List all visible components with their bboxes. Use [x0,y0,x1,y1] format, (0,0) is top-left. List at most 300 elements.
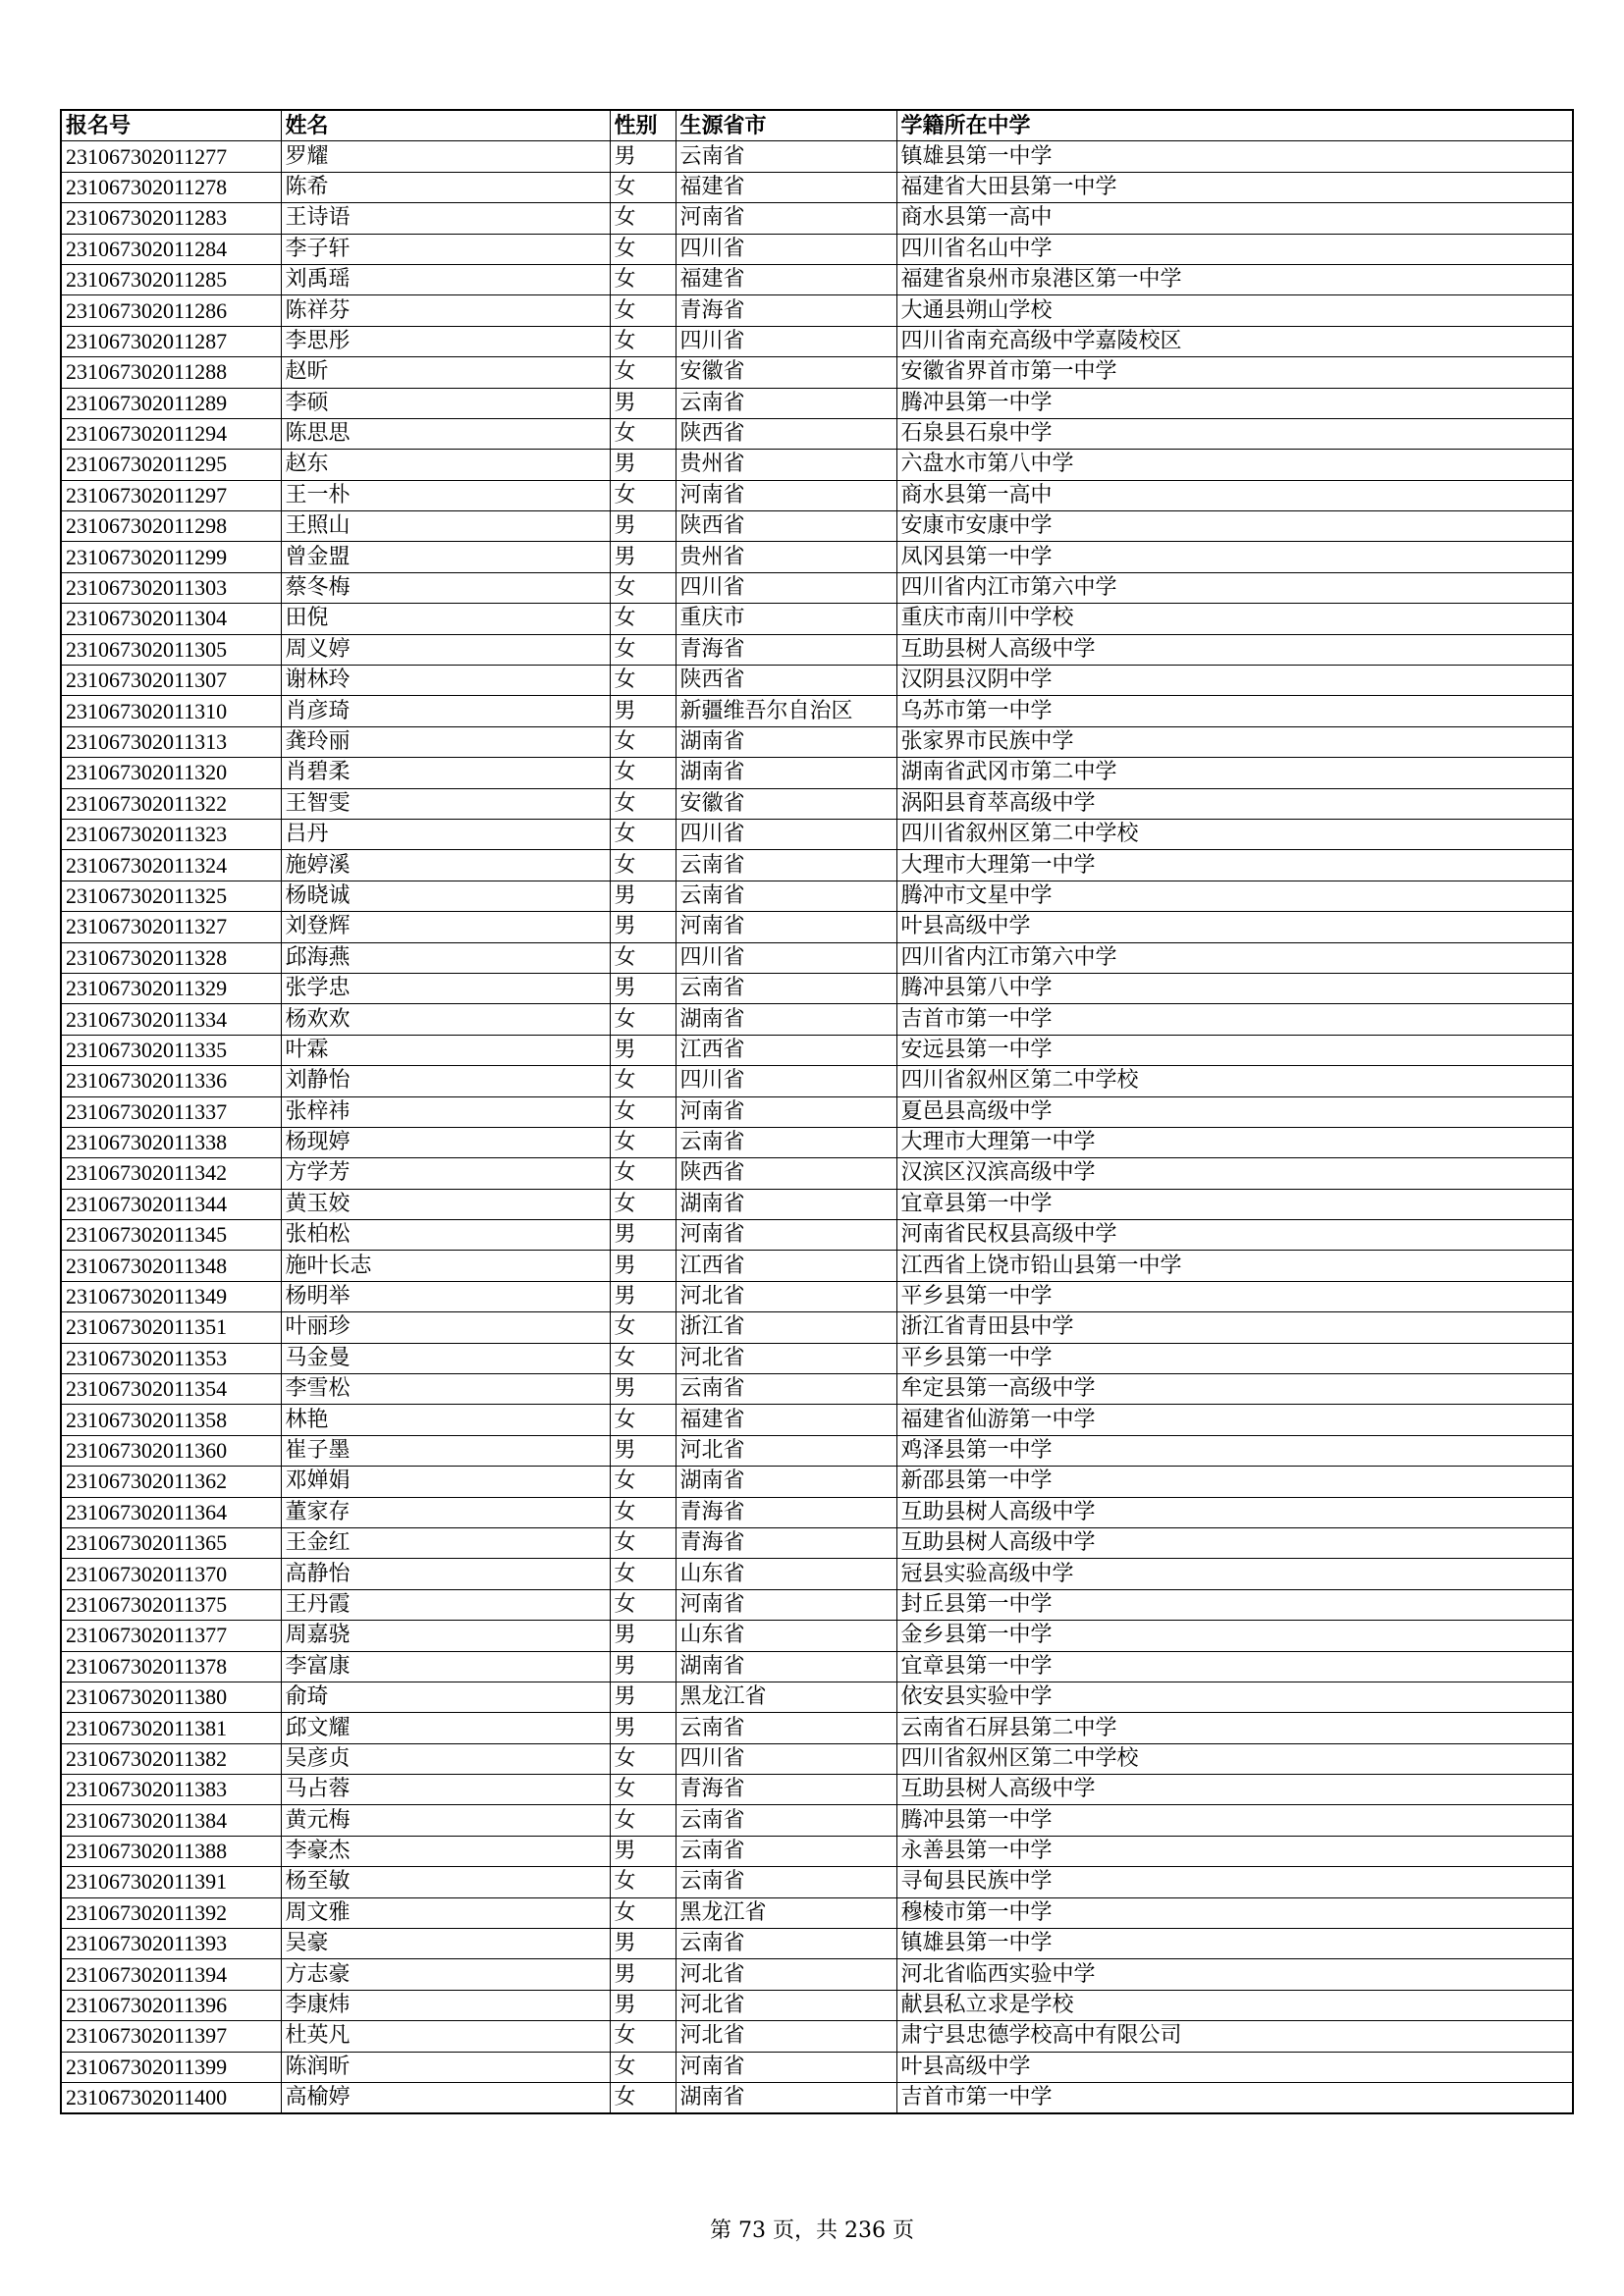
name-cell: 王金红 [281,1527,610,1558]
province-cell: 陕西省 [676,1158,896,1189]
school-cell: 涡阳县育萃高级中学 [896,788,1573,819]
table-row [61,1867,1573,1897]
registration-no-cell: 231067302011396 [61,1990,281,2020]
registration-no-cell: 231067302011354 [61,1374,281,1405]
school-cell: 四川省内江市第六中学 [896,572,1573,603]
name-cell: 邓婵娟 [281,1467,610,1497]
school-cell: 平乡县第一中学 [896,1281,1573,1311]
gender-cell: 男 [610,1035,676,1065]
name-cell: 邱海燕 [281,942,610,973]
school-cell: 叶县高级中学 [896,912,1573,942]
table-row [61,819,1573,849]
registration-no-cell: 231067302011277 [61,141,281,172]
registration-no-cell: 231067302011298 [61,511,281,542]
table-row [61,1220,1573,1251]
province-cell: 陕西省 [676,666,896,696]
name-cell: 周嘉骁 [281,1621,610,1651]
province-cell: 湖南省 [676,726,896,757]
school-cell: 封丘县第一中学 [896,1589,1573,1620]
school-cell: 商水县第一高中 [896,480,1573,510]
col-header-registration-no: 报名号 [61,110,281,141]
province-cell: 四川省 [676,1743,896,1774]
province-cell: 云南省 [676,1713,896,1743]
name-cell: 李硕 [281,388,610,418]
table-row [61,1805,1573,1836]
province-cell: 湖南省 [676,2083,896,2114]
table-row [61,881,1573,911]
province-cell: 河北省 [676,1343,896,1373]
school-cell: 夏邑县高级中学 [896,1096,1573,1127]
gender-cell: 男 [610,1435,676,1466]
registration-no-cell: 231067302011353 [61,1343,281,1373]
province-cell: 浙江省 [676,1312,896,1343]
registration-no-cell: 231067302011349 [61,1281,281,1311]
registration-no-cell: 231067302011342 [61,1158,281,1189]
gender-cell: 女 [610,1066,676,1096]
name-cell: 王诗语 [281,203,610,234]
name-cell: 田倪 [281,604,610,634]
province-cell: 云南省 [676,1929,896,1959]
table-header [61,110,1573,141]
province-cell: 河南省 [676,1220,896,1251]
school-cell: 河南省民权县高级中学 [896,1220,1573,1251]
school-cell: 大理市大理第一中学 [896,850,1573,881]
province-cell: 安徽省 [676,788,896,819]
school-cell: 宜章县第一中学 [896,1651,1573,1682]
school-cell: 大通县朔山学校 [896,295,1573,326]
table-row [61,326,1573,356]
school-cell: 牟定县第一高级中学 [896,1374,1573,1405]
registration-no-cell: 231067302011397 [61,2021,281,2052]
gender-cell: 女 [610,1897,676,1928]
gender-cell: 男 [610,511,676,542]
gender-cell: 女 [610,634,676,665]
table-row [61,1651,1573,1682]
registration-no-cell: 231067302011393 [61,1929,281,1959]
gender-cell: 男 [610,388,676,418]
name-cell: 叶霖 [281,1035,610,1065]
table-row [61,973,1573,1003]
school-cell: 云南省石屏县第二中学 [896,1713,1573,1743]
registration-no-cell: 231067302011383 [61,1775,281,1805]
gender-cell: 女 [610,1527,676,1558]
registration-no-cell: 231067302011334 [61,1004,281,1035]
table-row [61,634,1573,665]
school-cell: 大理市大理第一中学 [896,1127,1573,1157]
table-row [61,1621,1573,1651]
gender-cell: 男 [610,1713,676,1743]
table-row [61,295,1573,326]
province-cell: 陕西省 [676,511,896,542]
name-cell: 方志豪 [281,1959,610,1990]
name-cell: 赵东 [281,450,610,480]
province-cell: 湖南省 [676,1189,896,1219]
province-cell: 四川省 [676,819,896,849]
school-cell: 浙江省青田县中学 [896,1312,1573,1343]
gender-cell: 男 [610,1682,676,1712]
table-row [61,726,1573,757]
school-cell: 叶县高级中学 [896,2052,1573,2082]
gender-cell: 男 [610,1621,676,1651]
registration-no-cell: 231067302011364 [61,1497,281,1527]
province-cell: 贵州省 [676,450,896,480]
table-row [61,1035,1573,1065]
name-cell: 董家存 [281,1497,610,1527]
school-cell: 寻甸县民族中学 [896,1867,1573,1897]
table-row [61,264,1573,294]
province-cell: 云南省 [676,850,896,881]
table-row [61,1775,1573,1805]
province-cell: 湖南省 [676,1651,896,1682]
school-cell: 鸡泽县第一中学 [896,1435,1573,1466]
gender-cell: 女 [610,1743,676,1774]
school-cell: 汉滨区汉滨高级中学 [896,1158,1573,1189]
table-row [61,696,1573,726]
province-cell: 青海省 [676,1497,896,1527]
name-cell: 张梓祎 [281,1096,610,1127]
table-row [61,1559,1573,1589]
name-cell: 罗耀 [281,141,610,172]
province-cell: 江西省 [676,1251,896,1281]
table-row [61,1959,1573,1990]
table-row [61,480,1573,510]
school-cell: 献县私立求是学校 [896,1990,1573,2020]
registration-no-cell: 231067302011295 [61,450,281,480]
table-row [61,1527,1573,1558]
school-cell: 互助县树人高级中学 [896,1497,1573,1527]
province-cell: 云南省 [676,1867,896,1897]
gender-cell: 女 [610,326,676,356]
name-cell: 俞琦 [281,1682,610,1712]
gender-cell: 女 [610,1004,676,1035]
gender-cell: 女 [610,357,676,388]
table-row [61,1467,1573,1497]
name-cell: 黄玉姣 [281,1189,610,1219]
table-row [61,850,1573,881]
registration-no-cell: 231067302011394 [61,1959,281,1990]
col-header-school: 学籍所在中学 [896,110,1573,141]
school-cell: 腾冲县第一中学 [896,388,1573,418]
name-cell: 周文雅 [281,1897,610,1928]
province-cell: 四川省 [676,234,896,264]
gender-cell: 男 [610,141,676,172]
registration-no-cell: 231067302011289 [61,388,281,418]
table-row [61,1374,1573,1405]
province-cell: 河南省 [676,1096,896,1127]
page-footer: 第 73 页，共 236 页 [710,2218,914,2243]
table-row [61,1096,1573,1127]
gender-cell: 女 [610,572,676,603]
student-roster-table [60,109,1574,2114]
name-cell: 杜英凡 [281,2021,610,2052]
school-cell: 四川省叙州区第二中学校 [896,1066,1573,1096]
table-row [61,357,1573,388]
gender-cell: 女 [610,1189,676,1219]
gender-cell: 女 [610,1343,676,1373]
name-cell: 李雪松 [281,1374,610,1405]
school-cell: 新邵县第一中学 [896,1467,1573,1497]
province-cell: 河北省 [676,1435,896,1466]
province-cell: 江西省 [676,1035,896,1065]
table-row [61,1897,1573,1928]
gender-cell: 女 [610,2052,676,2082]
registration-no-cell: 231067302011388 [61,1836,281,1866]
registration-no-cell: 231067302011304 [61,604,281,634]
province-cell: 陕西省 [676,418,896,449]
gender-cell: 女 [610,1127,676,1157]
table-row [61,418,1573,449]
school-cell: 互助县树人高级中学 [896,1527,1573,1558]
table-row [61,203,1573,234]
name-cell: 高榆婷 [281,2083,610,2114]
name-cell: 周义婷 [281,634,610,665]
registration-no-cell: 231067302011285 [61,264,281,294]
table-row [61,1281,1573,1311]
registration-no-cell: 231067302011362 [61,1467,281,1497]
registration-no-cell: 231067302011345 [61,1220,281,1251]
school-cell: 安康市安康中学 [896,511,1573,542]
school-cell: 重庆市南川中学校 [896,604,1573,634]
gender-cell: 女 [610,1158,676,1189]
table-row [61,1497,1573,1527]
school-cell: 永善县第一中学 [896,1836,1573,1866]
gender-cell: 女 [610,1867,676,1897]
registration-no-cell: 231067302011284 [61,234,281,264]
province-cell: 新疆维吾尔自治区 [676,696,896,726]
province-cell: 河北省 [676,1959,896,1990]
school-cell: 安远县第一中学 [896,1035,1573,1065]
province-cell: 山东省 [676,1621,896,1651]
name-cell: 施婷溪 [281,850,610,881]
school-cell: 乌苏市第一中学 [896,696,1573,726]
name-cell: 李康炜 [281,1990,610,2020]
name-cell: 李思彤 [281,326,610,356]
table-row [61,1189,1573,1219]
table-row [61,2021,1573,2052]
name-cell: 李富康 [281,1651,610,1682]
table-row [61,542,1573,572]
school-cell: 张家界市民族中学 [896,726,1573,757]
gender-cell: 女 [610,418,676,449]
province-cell: 河南省 [676,203,896,234]
province-cell: 福建省 [676,1405,896,1435]
name-cell: 王一朴 [281,480,610,510]
table-row [61,1343,1573,1373]
province-cell: 四川省 [676,572,896,603]
name-cell: 林艳 [281,1405,610,1435]
province-cell: 湖南省 [676,1004,896,1035]
school-cell: 互助县树人高级中学 [896,1775,1573,1805]
name-cell: 叶丽珍 [281,1312,610,1343]
registration-no-cell: 231067302011338 [61,1127,281,1157]
school-cell: 四川省内江市第六中学 [896,942,1573,973]
gender-cell: 女 [610,666,676,696]
table-row [61,450,1573,480]
registration-no-cell: 231067302011378 [61,1651,281,1682]
registration-no-cell: 231067302011382 [61,1743,281,1774]
province-cell: 云南省 [676,1805,896,1836]
registration-no-cell: 231067302011323 [61,819,281,849]
province-cell: 山东省 [676,1559,896,1589]
gender-cell: 女 [610,788,676,819]
province-cell: 河北省 [676,1281,896,1311]
table-row [61,1713,1573,1743]
province-cell: 河南省 [676,1589,896,1620]
registration-no-cell: 231067302011351 [61,1312,281,1343]
registration-no-cell: 231067302011305 [61,634,281,665]
school-cell: 六盘水市第八中学 [896,450,1573,480]
registration-no-cell: 231067302011320 [61,758,281,788]
registration-no-cell: 231067302011278 [61,172,281,202]
name-cell: 吕丹 [281,819,610,849]
gender-cell: 女 [610,758,676,788]
gender-cell: 女 [610,1405,676,1435]
gender-cell: 女 [610,203,676,234]
province-cell: 云南省 [676,388,896,418]
school-cell: 石泉县石泉中学 [896,418,1573,449]
province-cell: 河北省 [676,1990,896,2020]
name-cell: 杨欢欢 [281,1004,610,1035]
gender-cell: 男 [610,1990,676,2020]
gender-cell: 女 [610,234,676,264]
table-row [61,1158,1573,1189]
gender-cell: 女 [610,1805,676,1836]
registration-no-cell: 231067302011392 [61,1897,281,1928]
table-row [61,604,1573,634]
gender-cell: 女 [610,1497,676,1527]
school-cell: 福建省大田县第一中学 [896,172,1573,202]
table-row [61,1251,1573,1281]
registration-no-cell: 231067302011299 [61,542,281,572]
registration-no-cell: 231067302011380 [61,1682,281,1712]
table-row [61,1312,1573,1343]
registration-no-cell: 231067302011391 [61,1867,281,1897]
school-cell: 福建省泉州市泉港区第一中学 [896,264,1573,294]
name-cell: 曾金盟 [281,542,610,572]
school-cell: 宜章县第一中学 [896,1189,1573,1219]
gender-cell: 女 [610,1096,676,1127]
school-cell: 穆棱市第一中学 [896,1897,1573,1928]
gender-cell: 男 [610,1220,676,1251]
gender-cell: 女 [610,1559,676,1589]
gender-cell: 男 [610,542,676,572]
table-row [61,1066,1573,1096]
name-cell: 杨晓诚 [281,881,610,911]
name-cell: 吴彦贞 [281,1743,610,1774]
table-row [61,141,1573,172]
registration-no-cell: 231067302011384 [61,1805,281,1836]
registration-no-cell: 231067302011313 [61,726,281,757]
name-cell: 马金曼 [281,1343,610,1373]
school-cell: 商水县第一高中 [896,203,1573,234]
gender-cell: 女 [610,819,676,849]
name-cell: 杨明举 [281,1281,610,1311]
school-cell: 金乡县第一中学 [896,1621,1573,1651]
gender-cell: 男 [610,1836,676,1866]
gender-cell: 女 [610,1589,676,1620]
province-cell: 云南省 [676,1374,896,1405]
gender-cell: 男 [610,696,676,726]
gender-cell: 女 [610,1467,676,1497]
province-cell: 重庆市 [676,604,896,634]
name-cell: 陈希 [281,172,610,202]
province-cell: 青海省 [676,634,896,665]
gender-cell: 女 [610,942,676,973]
school-cell: 腾冲县第一中学 [896,1805,1573,1836]
school-cell: 依安县实验中学 [896,1682,1573,1712]
name-cell: 陈祥芬 [281,295,610,326]
name-cell: 陈思思 [281,418,610,449]
province-cell: 云南省 [676,141,896,172]
name-cell: 谢林玲 [281,666,610,696]
province-cell: 河南省 [676,480,896,510]
name-cell: 王照山 [281,511,610,542]
gender-cell: 女 [610,2021,676,2052]
school-cell: 腾冲市文星中学 [896,881,1573,911]
name-cell: 杨至敏 [281,1867,610,1897]
school-cell: 河北省临西实验中学 [896,1959,1573,1990]
col-header-name: 姓名 [281,110,610,141]
table-row [61,1435,1573,1466]
registration-no-cell: 231067302011377 [61,1621,281,1651]
school-cell: 凤冈县第一中学 [896,542,1573,572]
school-cell: 四川省南充高级中学嘉陵校区 [896,326,1573,356]
name-cell: 李豪杰 [281,1836,610,1866]
gender-cell: 男 [610,1929,676,1959]
table-row [61,1127,1573,1157]
province-cell: 云南省 [676,881,896,911]
gender-cell: 男 [610,1281,676,1311]
school-cell: 福建省仙游第一中学 [896,1405,1573,1435]
table-row [61,234,1573,264]
gender-cell: 女 [610,2083,676,2114]
registration-no-cell: 231067302011344 [61,1189,281,1219]
registration-no-cell: 231067302011375 [61,1589,281,1620]
school-cell: 平乡县第一中学 [896,1343,1573,1373]
registration-no-cell: 231067302011335 [61,1035,281,1065]
school-cell: 互助县树人高级中学 [896,634,1573,665]
province-cell: 安徽省 [676,357,896,388]
name-cell: 崔子墨 [281,1435,610,1466]
province-cell: 黑龙江省 [676,1682,896,1712]
gender-cell: 女 [610,295,676,326]
gender-cell: 女 [610,726,676,757]
table-row [61,666,1573,696]
table-row [61,942,1573,973]
name-cell: 王智雯 [281,788,610,819]
registration-no-cell: 231067302011358 [61,1405,281,1435]
table-row [61,2083,1573,2114]
registration-no-cell: 231067302011294 [61,418,281,449]
name-cell: 施叶长志 [281,1251,610,1281]
registration-no-cell: 231067302011322 [61,788,281,819]
registration-no-cell: 231067302011303 [61,572,281,603]
table-row [61,172,1573,202]
name-cell: 杨现婷 [281,1127,610,1157]
name-cell: 方学芳 [281,1158,610,1189]
table-row [61,788,1573,819]
registration-no-cell: 231067302011325 [61,881,281,911]
registration-no-cell: 231067302011348 [61,1251,281,1281]
name-cell: 刘登辉 [281,912,610,942]
registration-no-cell: 231067302011327 [61,912,281,942]
gender-cell: 女 [610,480,676,510]
registration-no-cell: 231067302011329 [61,973,281,1003]
school-cell: 安徽省界首市第一中学 [896,357,1573,388]
table-row [61,1589,1573,1620]
table-row [61,912,1573,942]
table-row [61,1682,1573,1712]
